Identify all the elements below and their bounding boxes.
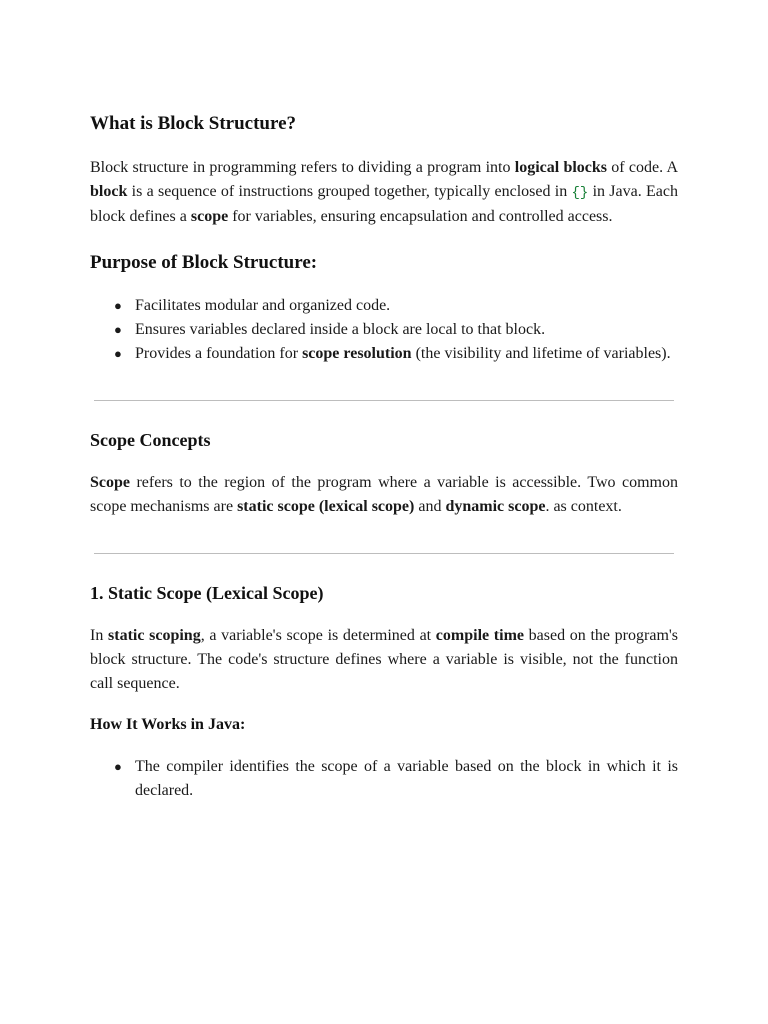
heading-scope-concepts: Scope Concepts (90, 430, 211, 450)
purpose-list (90, 294, 678, 366)
document-content (90, 111, 678, 803)
paragraph-static-scope: In static scoping, a variable's scope is determined at compile time based on the program's block structure. The code's structure defines where a variable is visible, not the function call sequence. (90, 627, 678, 692)
bullet-icon: ● (114, 759, 122, 774)
subheading-how-it-works: How It Works in Java: (90, 716, 246, 733)
bullet-icon: ● (114, 346, 122, 361)
paragraph-scope-concepts: Scope refers to the region of the program where a variable is accessible. Two common scope mechanisms are static scope (lexical scope) and dynamic scope. as context. (90, 474, 678, 515)
list-item: ● Facilitates modular and organized code. (90, 294, 678, 318)
inline-code-braces: {} (571, 185, 589, 201)
how-it-works-list (90, 755, 678, 803)
heading-purpose: Purpose of Block Structure: (90, 252, 318, 273)
list-item: ● Ensures variables declared inside a block are local to that block. (90, 318, 678, 342)
bullet-icon: ● (114, 322, 122, 337)
list-item: ● Provides a foundation for scope resolution (the visibility and lifetime of variables). (90, 342, 678, 366)
paragraph-block-structure: Block structure in programming refers to dividing a program into logical blocks of code. A block is a sequence of instructions grouped together, typically enclosed in {} in Java. Each block defines a scope for variables, ensuring encapsulation and controlled access. (90, 159, 679, 225)
heading-what-is-block-structure: What is Block Structure? (90, 113, 297, 134)
list-item: ● The compiler identifies the scope of a variable based on the block in which it is declared. (90, 755, 678, 803)
bullet-icon: ● (114, 298, 122, 313)
heading-static-scope: 1. Static Scope (Lexical Scope) (90, 583, 324, 603)
